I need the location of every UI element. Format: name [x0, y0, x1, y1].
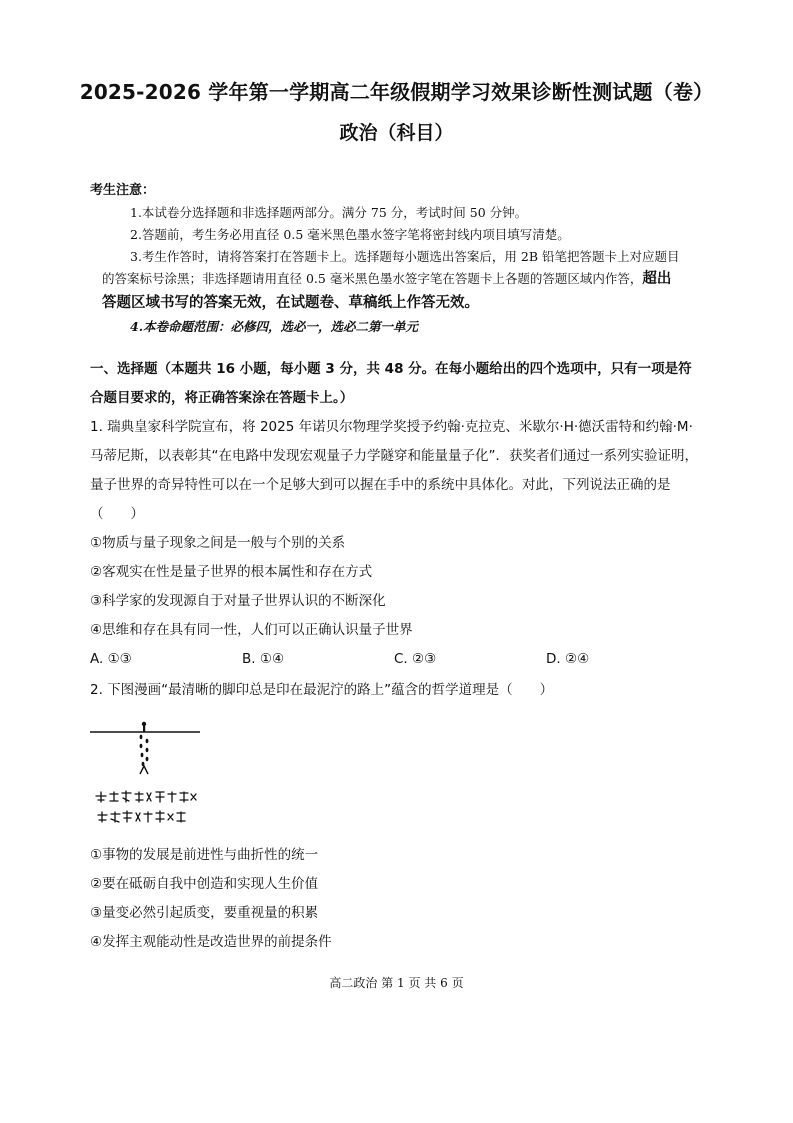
page-footer: 高二政治 第 1 页 共 6 页	[329, 976, 464, 990]
question-1-statement-4: ④思维和存在具有同一性，人们可以正确认识量子世界	[90, 622, 413, 638]
exam-subject: 政治（科目）	[339, 122, 454, 144]
question-2-statement-1: ①事物的发展是前进性与曲折性的统一	[90, 847, 319, 863]
notice-heading: 考生注意：	[90, 183, 156, 198]
question-1-options	[90, 645, 702, 674]
notice-item-3-line-2-bold: 超出	[642, 271, 672, 287]
question-2-stem: 2. 下图漫画“最清晰的脚印总是印在最泥泞的路上”蕴含的哲学道理是（ ）	[90, 682, 554, 698]
notice-item-3-line-3: 答题区域书写的答案无效，在试题卷、草稿纸上作答无效。	[102, 295, 479, 311]
exam-title: 2025-2026 学年第一学期高二年级假期学习效果诊断性测试题（卷）	[79, 80, 714, 104]
candidate-notice	[90, 180, 710, 338]
cartoon-walker-legs	[140, 766, 148, 774]
section-heading-choice: 一、选择题（本题共 16 小题，每小题 3 分，共 48 分。在每小题给出的四个选项中，只有一项是符合题目要求的，将正确答案涂在答题卡上。）	[90, 361, 692, 406]
notice-item-3-line-1: 3.考生作答时，请将答案打在答题卡上。选择题每小题选出答案后，用 2B 铅笔把答题卡上对应题目	[130, 249, 680, 264]
cartoon-footprints	[140, 722, 149, 766]
notice-item-3-line-2-text: 的答案标号涂黑；非选择题请用直径 0.5 毫米黑色墨水签字笔在答题卡上各题的答题区域内作答，	[102, 271, 643, 286]
notice-item-3-line-2	[90, 268, 710, 290]
question-1-option-d[interactable]: D. ②④	[546, 651, 590, 667]
notice-item-4: 4.本卷命题范围：必修四，选必一，选必二第一单元	[130, 319, 419, 334]
question-1-statement-2: ②客观实在性是量子世界的根本属性和存在方式	[90, 564, 373, 580]
question-1-stem: 1. 瑞典皇家科学院宣布，将 2025 年诺贝尔物理学奖授予约翰·克拉克、米歇尔·H·德沃雷特和约翰·M·马蒂尼斯，以表彰其“在电路中发现宏观量子力学隧穿和能量量子化”．获奖者们通过一系列实验证明，量子世界的奇异特性可以在一个足够大到可以握在手中的系统中具体化。对此，下列说法正确的是（ ）	[90, 419, 698, 522]
question-1-option-b[interactable]: B. ①④	[242, 651, 285, 667]
cartoon-handwritten-caption	[96, 791, 196, 822]
notice-item-2: 2.答题前，考生务必用直径 0.5 毫米黑色墨水签字笔将密封线内项目填写清楚。	[130, 227, 570, 242]
question-1-option-a[interactable]: A. ①③	[90, 651, 132, 667]
question-1-option-c[interactable]: C. ②③	[394, 651, 437, 667]
question-2-statement-2: ②要在砥砺自我中创造和实现人生价值	[90, 876, 319, 892]
question-2-statement-4: ④发挥主观能动性是改造世界的前提条件	[90, 934, 332, 950]
question-1-statement-1: ①物质与量子现象之间是一般与个别的关系	[90, 535, 346, 551]
question-1	[90, 413, 702, 674]
question-2-statement-3: ③量变必然引起质变，要重视量的积累	[90, 905, 319, 921]
question-1-statement-3: ③科学家的发现源自于对量子世界认识的不断深化	[90, 593, 386, 609]
footprint-cartoon	[90, 712, 210, 836]
question-2-statements	[90, 841, 702, 957]
notice-item-1: 1.本试卷分选择题和非选择题两部分。满分 75 分，考试时间 50 分钟。	[130, 205, 528, 220]
